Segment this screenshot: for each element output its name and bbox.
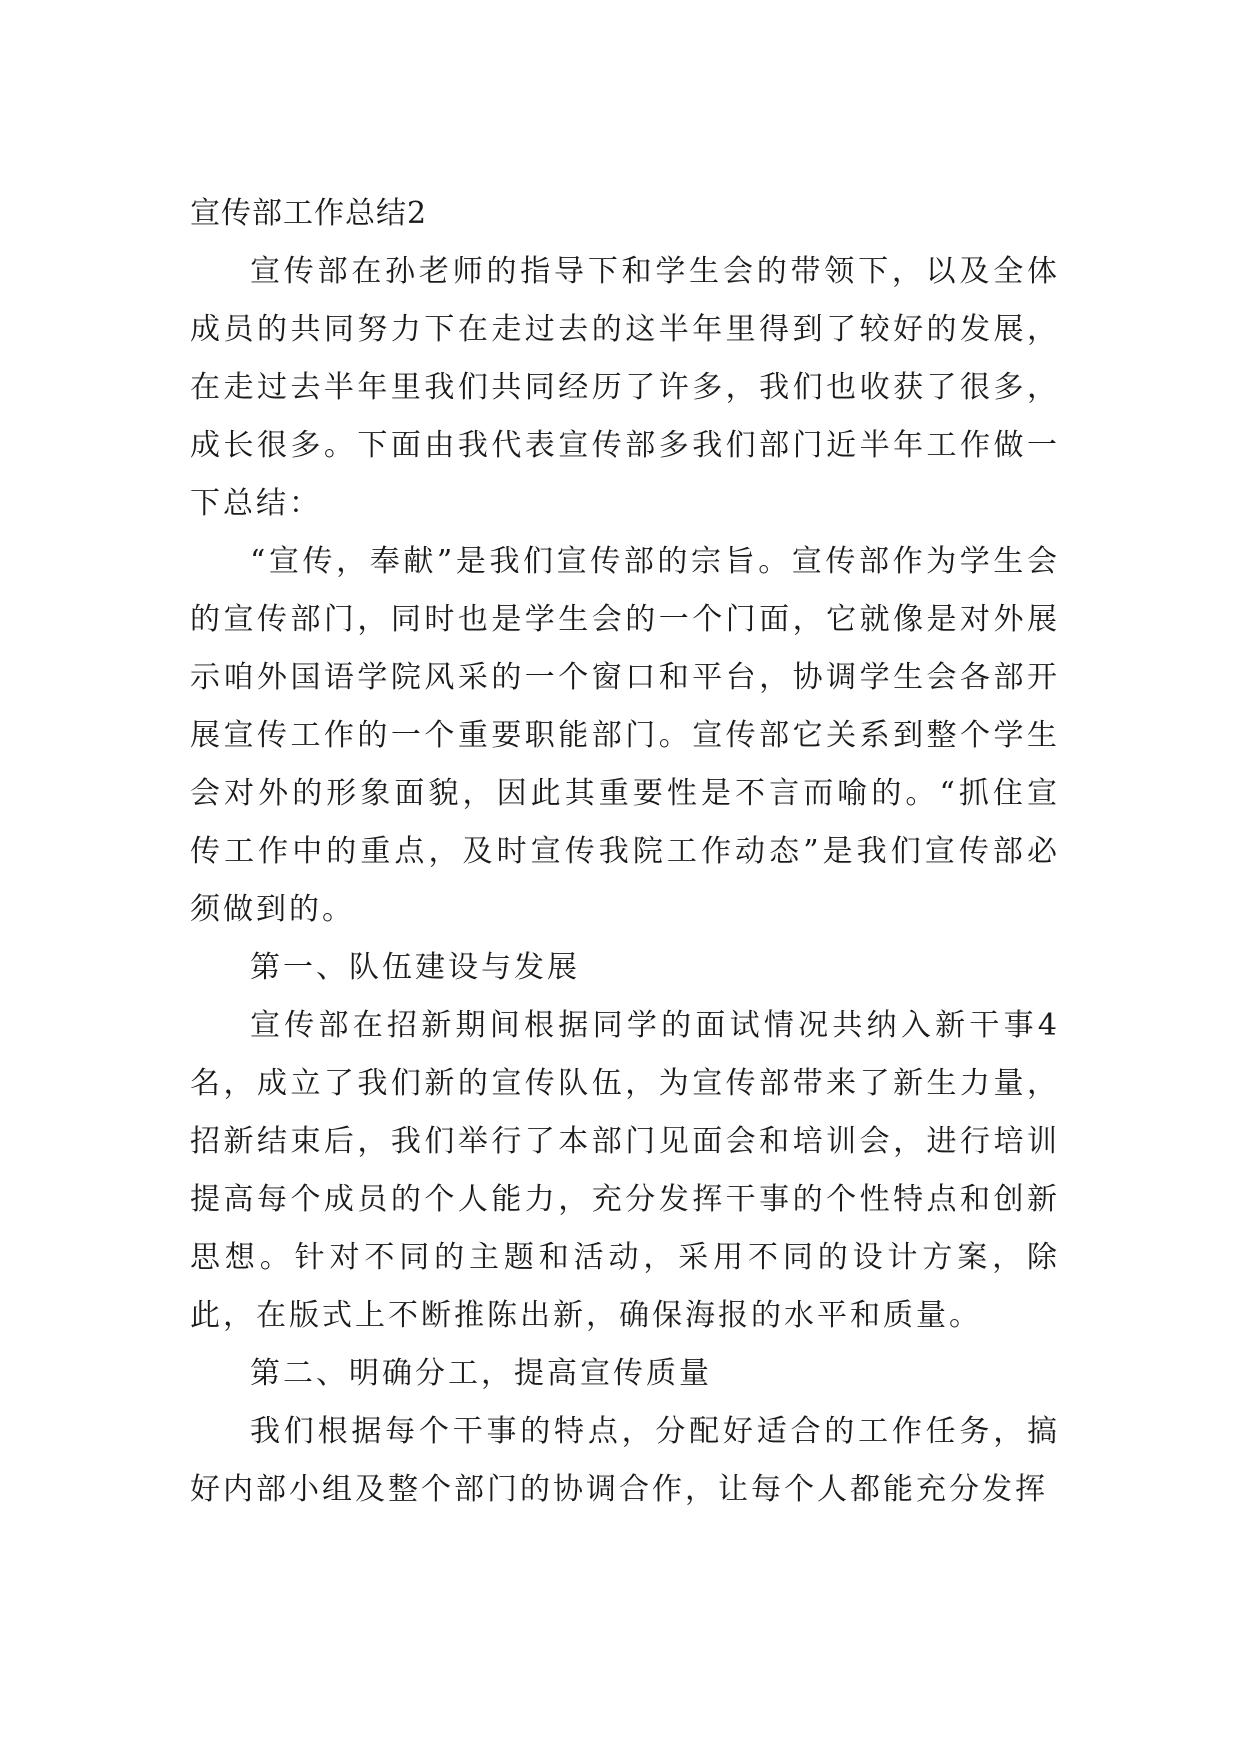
section-heading-team: 第一、队伍建设与发展 (250, 950, 580, 985)
document-page (190, 185, 1060, 1519)
intro-paragraph: 宣传部在孙老师的指导下和学生会的带领下，以及全体成员的共同努力下在走过去的这半年里得到了较好的发展，在走过去半年里我们共同经历了许多，我们也收获了很多，成长很多。下面由我代表宣传部多我们部门近半年工作做一下总结： (190, 254, 1060, 521)
section-body-team: 宣传部在招新期间根据同学的面试情况共纳入新干事4名，成立了我们新的宣传队伍，为宣传部带来了新生力量，招新结束后，我们举行了本部门见面会和培训会，进行培训提高每个成员的个人能力，充分发挥干事的个性特点和创新思想。针对不同的主题和活动，采用不同的设计方案，除此，在版式上不断推陈出新，确保海报的水平和质量。 (190, 1008, 1060, 1333)
section-heading-division: 第二、明确分工，提高宣传质量 (250, 1356, 712, 1391)
document-title: 宣传部工作总结2 (190, 196, 428, 231)
section-body-division: 我们根据每个干事的特点，分配好适合的工作任务，搞好内部小组及整个部门的协调合作，让每个人都能充分发挥 (190, 1414, 1060, 1507)
mission-paragraph: “宣传，奉献”是我们宣传部的宗旨。宣传部作为学生会的宣传部门，同时也是学生会的一个门面，它就像是对外展示咱外国语学院风采的一个窗口和平台，协调学生会各部开展宣传工作的一个重要职能部门。宣传部它关系到整个学生会对外的形象面貌，因此其重要性是不言而喻的。“抓住宣传工作中的重点，及时宣传我院工作动态”是我们宣传部必须做到的。 (190, 544, 1060, 927)
